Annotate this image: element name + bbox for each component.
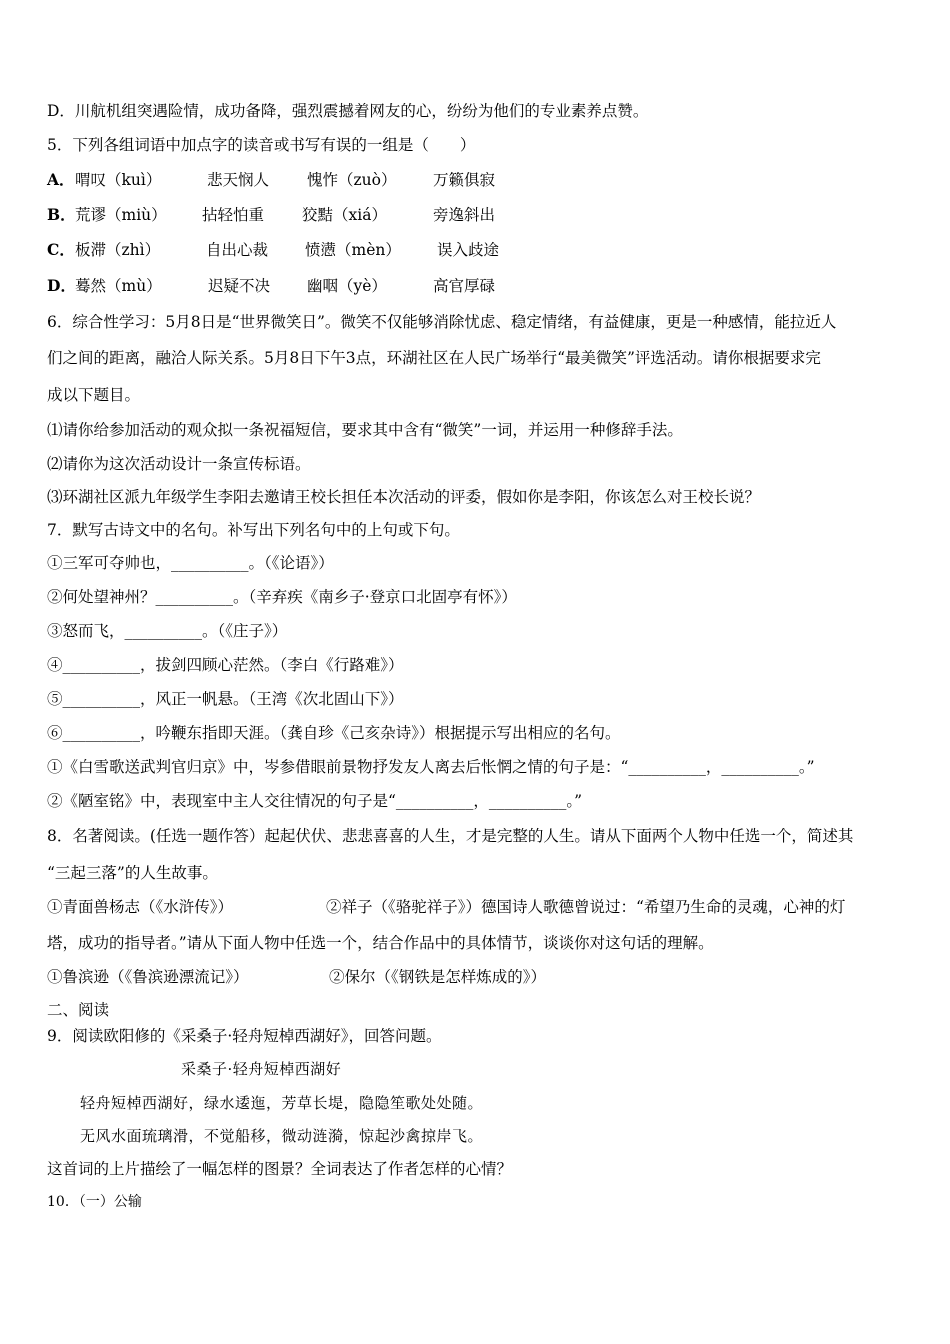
q8-line-1: 8．名著阅读。(任选一题作答）起起伏伏、悲悲喜喜的人生，才是完整的人生。请从下面两个人物中任选一个，简述其 [47, 827, 854, 845]
q8-option-xiangzi: ②祥子（《骆驼祥子》）德国诗人歌德曾说过：“希望乃生命的灵魂，心神的灯 [326, 898, 846, 916]
q7-item: ①三军可夺帅也，__________。（《论语》） [47, 554, 334, 572]
q8-option-paul: ②保尔（《钢铁是怎样炼成的》） [329, 968, 547, 986]
option-word: 万籁俱寂 [433, 171, 496, 189]
poem-line: 轻舟短棹西湖好，绿水逶迤，芳草长堤，隐隐笙歌处处随。 [80, 1094, 484, 1112]
option-word: 旁逸斜出 [433, 206, 496, 224]
q9-question: 这首词的上片描绘了一幅怎样的图景？全词表达了作者怎样的心情？ [47, 1160, 513, 1178]
q9-stem: 9．阅读欧阳修的《采桑子·轻舟短棹西湖好》，回答问题。 [47, 1027, 442, 1045]
q4-option-d: D．川航机组突遇险情，成功备降，强烈震撼着网友的心，纷纷为他们的专业素养点赞。 [47, 102, 649, 120]
option-word: 板滞（zhì） [75, 241, 161, 259]
option-word: 愧怍（zuò） [307, 171, 397, 189]
q7-item: ②何处望神州？__________。（辛弃疾《南乡子·登京口北固亭有怀》） [47, 588, 517, 606]
option-label: D． [47, 276, 76, 295]
q7-item: ⑥__________，吟鞭东指即天涯。（龚自珍《己亥杂诗》）根据提示写出相应的名句。 [47, 724, 621, 742]
q8-line-2: “三起三落”的人生故事。 [47, 864, 218, 882]
q10-stem: 10．（一）公输 [47, 1194, 142, 1210]
q7-item: ④__________，拔剑四顾心茫然。（李白《行路难》） [47, 656, 404, 674]
poem-title: 采桑子·轻舟短棹西湖好 [181, 1060, 342, 1078]
section-title: 二、阅读 [47, 1001, 110, 1019]
option-word: 拈轻怕重 [202, 206, 265, 224]
q7-item: ⑤__________，风正一帆悬。（王湾《次北固山下》） [47, 690, 404, 708]
q6-line-1: 6．综合性学习：5月8日是“世界微笑日”。微笑不仅能够消除忧虑、稳定情绪，有益健康，更是一种感情，能拉近人 [47, 313, 837, 331]
q7-stem: 7．默写古诗文中的名句。补写出下列名句中的上句或下句。 [47, 521, 460, 539]
q6-sub-3: ⑶环湖社区派九年级学生李阳去邀请王校长担任本次活动的评委，假如你是李阳，你该怎么对王校长说？ [47, 488, 761, 506]
q5-stem: 5．下列各组词语中加点字的读音或书写有误的一组是（ ） [47, 136, 476, 154]
q6-line-2: 们之间的距离，融洽人际关系。5月8日下午3点，环湖社区在人民广场举行“最美微笑”评选活动。请你根据要求完 [47, 349, 821, 367]
option-label: B． [47, 205, 76, 224]
q6-line-3: 成以下题目。 [47, 386, 141, 404]
q6-sub-2: ⑵请你为这次活动设计一条宣传标语。 [47, 455, 311, 473]
option-word: 高官厚碌 [433, 277, 496, 295]
q6-sub-1: ⑴请你给参加活动的观众拟一条祝福短信，要求其中含有“微笑”一词，并运用一种修辞手法。 [47, 421, 683, 439]
option-word: 迟疑不决 [208, 277, 271, 295]
q7-item: ①《白雪歌送武判官归京》中，岑参借眼前景物抒发友人离去后怅惘之情的句子是：“__________，__________。” [47, 758, 815, 776]
option-word: 荒谬（miù） [75, 206, 167, 224]
option-word: 幽咽（yè） [307, 277, 387, 295]
q7-item: ③怒而飞，__________。（《庄子》） [47, 622, 288, 640]
q8-option-yangzhi: ①青面兽杨志（《水浒传》） [47, 898, 234, 916]
option-word: 喟叹（kuì） [75, 171, 162, 189]
q7-item: ②《陋室铭》中，表现室中主人交往情况的句子是“__________，__________。” [47, 792, 583, 810]
option-word: 狡黠（xiá） [302, 206, 387, 224]
q8-line-4: 塔，成功的指导者。”请从下面人物中任选一个，结合作品中的具体情节，谈谈你对这句话的理解。 [47, 934, 714, 952]
q8-option-robinson: ①鲁滨逊（《鲁滨逊漂流记》） [47, 968, 249, 986]
option-word: 误入歧途 [437, 241, 500, 259]
poem-line: 无风水面琉璃滑，不觉船移，微动涟漪，惊起沙禽掠岸飞。 [80, 1127, 484, 1145]
option-label: C． [47, 240, 75, 259]
option-word: 愤懑（mèn） [305, 241, 401, 259]
option-word: 自出心裁 [206, 241, 269, 259]
option-word: 悲天悯人 [207, 171, 270, 189]
option-label: A． [47, 170, 75, 189]
option-word: 蓦然（mù） [75, 277, 162, 295]
